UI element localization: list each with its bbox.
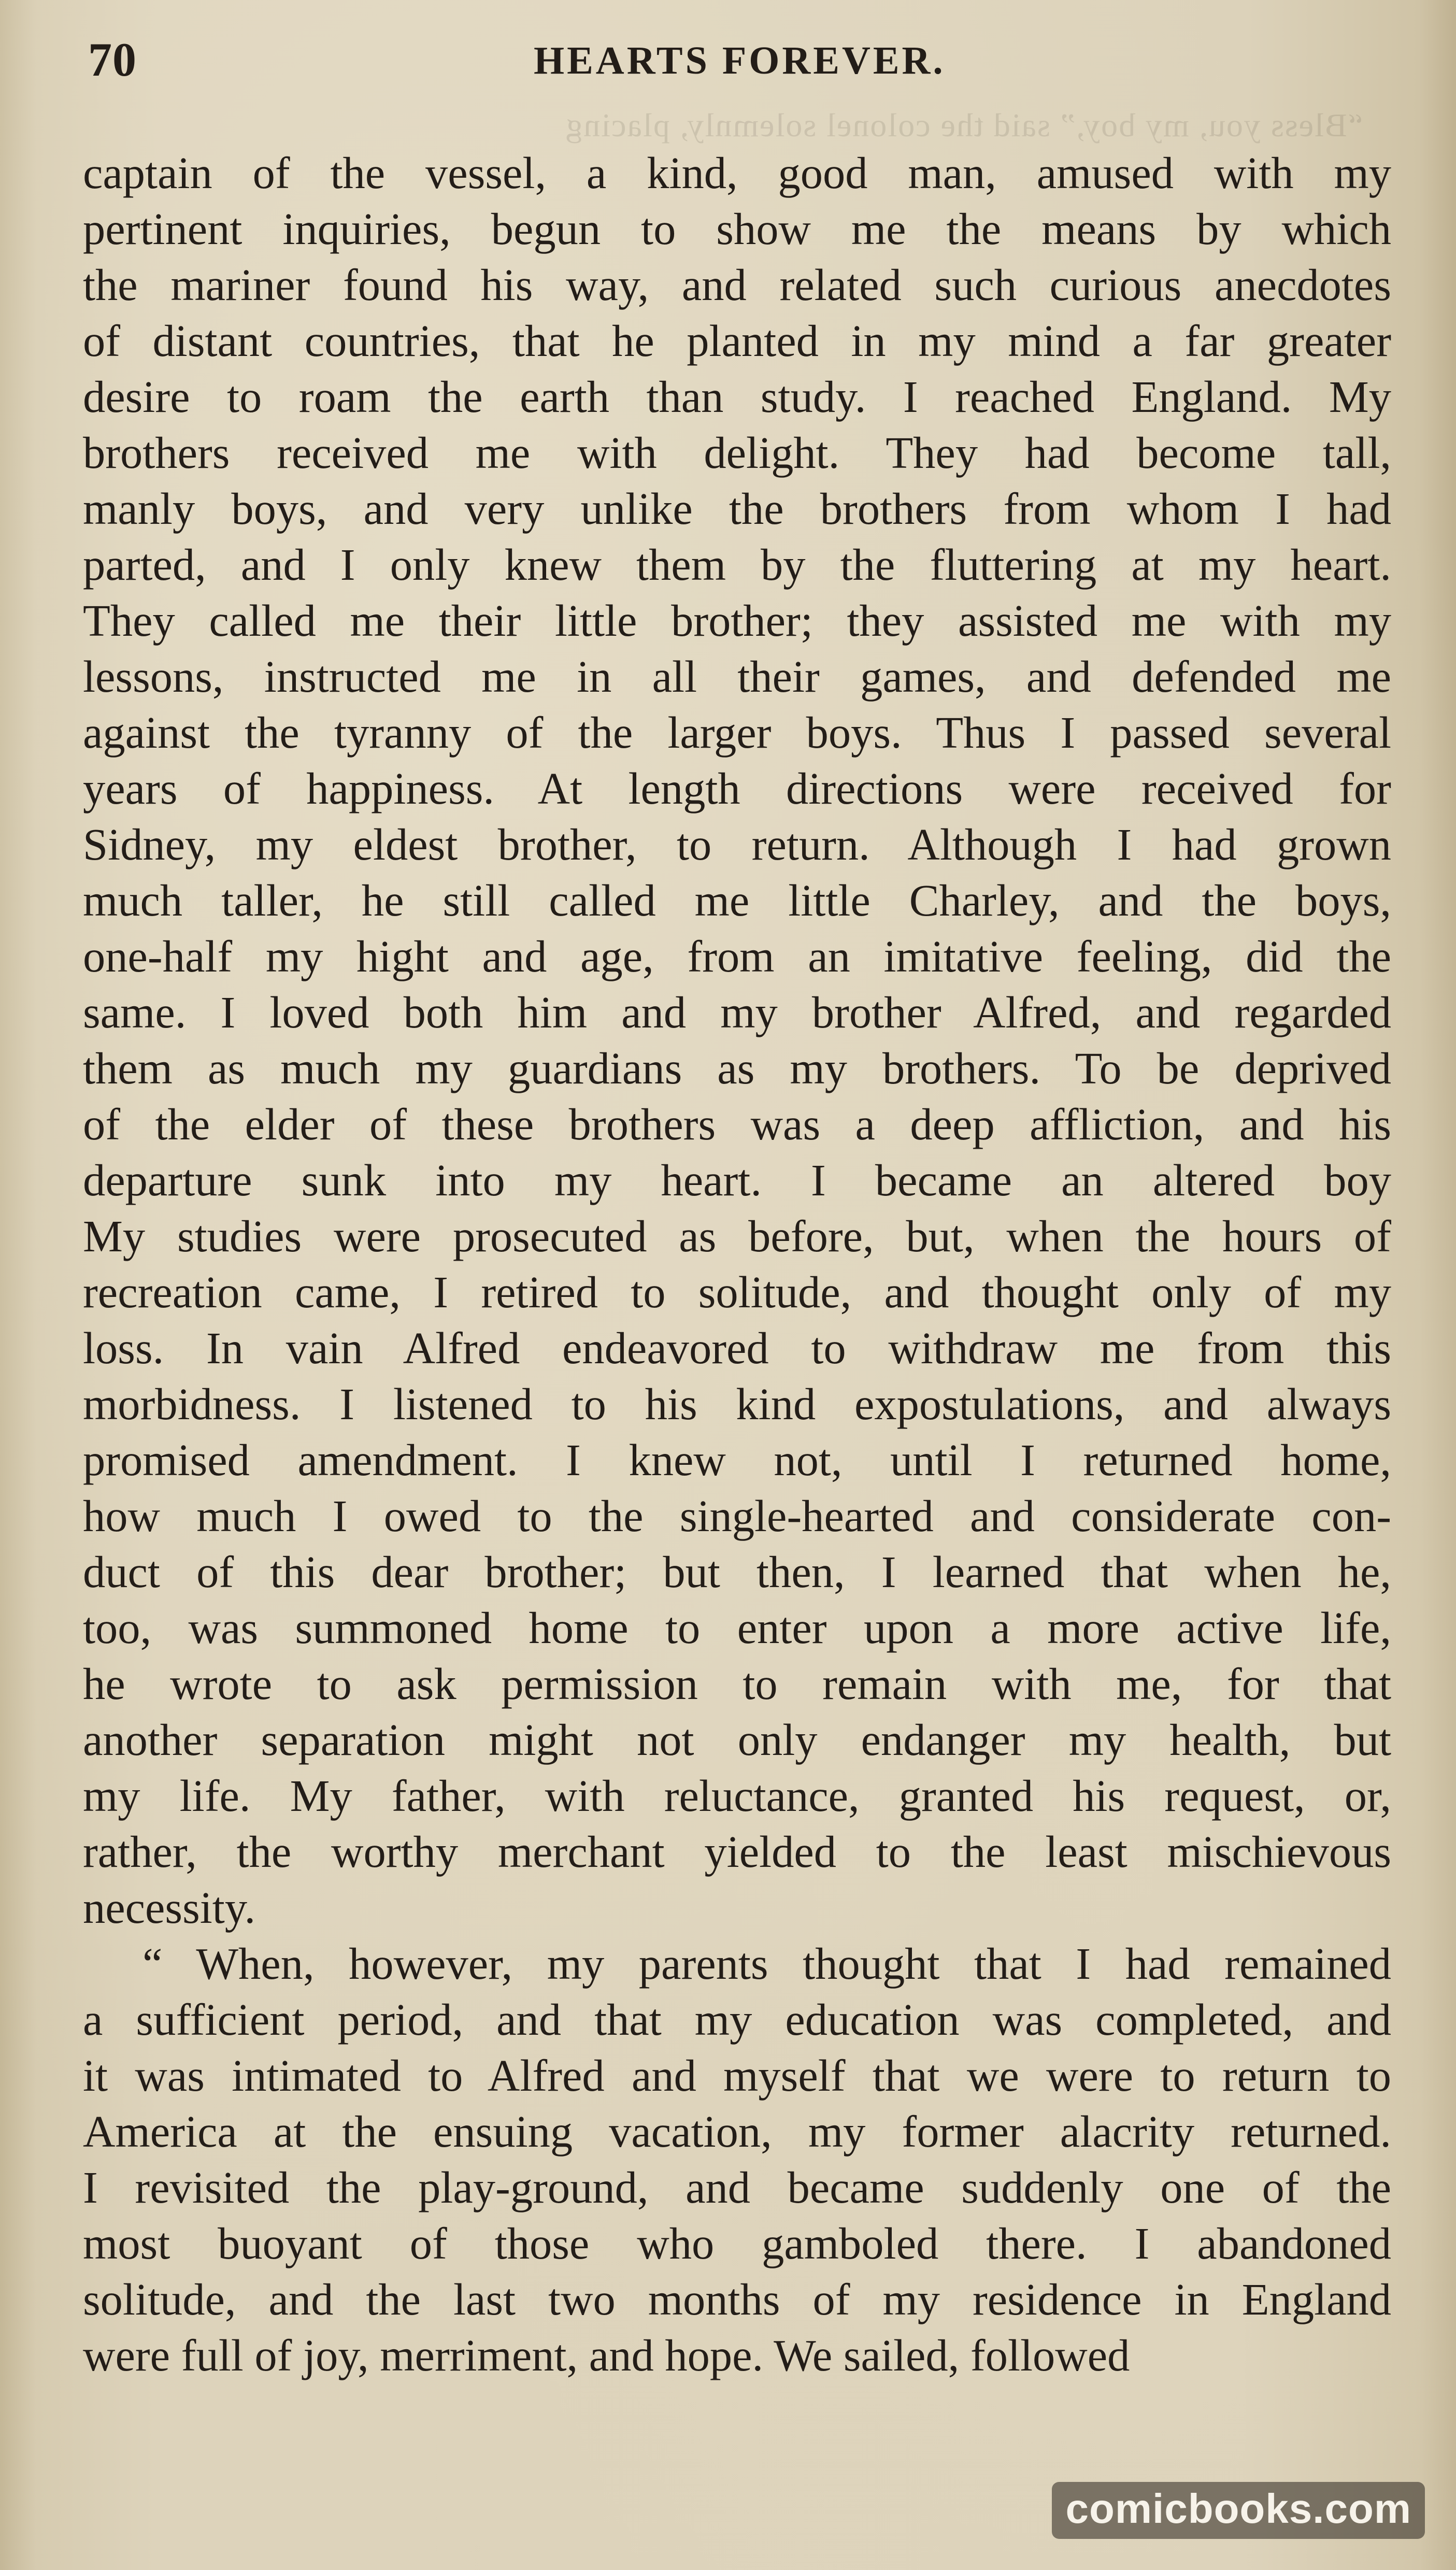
text-line: were full of joy, merriment, and hope. We sailed, followed [83, 2331, 1130, 2380]
text-line: I revisited the play-ground, and became suddenly one of the [83, 2163, 1391, 2212]
text-line: my life. My father, with reluctance, granted his request, or, [83, 1771, 1391, 1821]
paragraph [83, 145, 1391, 1936]
page-header [88, 32, 1383, 94]
text-line: loss. In vain Alfred endeavored to withdraw me from this [83, 1323, 1391, 1373]
page-number: 70 [88, 33, 137, 86]
text-line: manly boys, and very unlike the brothers from whom I had [83, 484, 1391, 534]
text-line: promised amendment. I knew not, until I returned home, [83, 1435, 1391, 1485]
text-line: pertinent inquiries, begun to show me the means by which [83, 204, 1391, 254]
text-line: recreation came, I retired to solitude, and thought only of my [83, 1267, 1391, 1317]
body-text [83, 145, 1391, 2383]
text-line: morbidness. I listened to his kind expostulations, and always [83, 1379, 1391, 1429]
text-line: captain of the vessel, a kind, good man, amused with my [83, 148, 1391, 198]
text-line: one-half my hight and age, from an imitative feeling, did the [83, 932, 1391, 981]
text-line: of the elder of these brothers was a deep affliction, and his [83, 1100, 1391, 1149]
text-line: They called me their little brother; they assisted me with my [83, 596, 1391, 646]
text-line: them as much my guardians as my brothers. To be deprived [83, 1044, 1391, 1093]
show-through-text: “Bless you, my boy,” said the colonel solemnly, placing [565, 107, 1363, 144]
text-line: years of happiness. At length directions were received for [83, 764, 1391, 813]
text-line: parted, and I only knew them by the fluttering at my heart. [83, 540, 1391, 590]
text-line: lessons, instructed me in all their games, and defended me [83, 652, 1391, 702]
running-head: HEARTS FOREVER. [534, 39, 946, 82]
watermark: comicbooks.com [1052, 2482, 1425, 2539]
text-line: another separation might not only endanger my health, but [83, 1715, 1391, 1765]
text-line: too, was summoned home to enter upon a more active life, [83, 1603, 1391, 1653]
text-line: rather, the worthy merchant yielded to the least mischievous [83, 1827, 1391, 1877]
text-line: My studies were prosecuted as before, but, when the hours of [83, 1211, 1391, 1261]
text-line: most buoyant of those who gamboled there. I abandoned [83, 2219, 1391, 2268]
text-line: Sidney, my eldest brother, to return. Although I had grown [83, 820, 1391, 869]
text-line: America at the ensuing vacation, my former alacrity returned. [83, 2107, 1391, 2157]
text-line: same. I loved both him and my brother Alfred, and regarded [83, 988, 1391, 1037]
text-line: he wrote to ask permission to remain with me, for that [83, 1659, 1391, 1709]
text-line: against the tyranny of the larger boys. Thus I passed several [83, 708, 1391, 758]
text-line: of distant countries, that he planted in my mind a far greater [83, 316, 1391, 366]
paragraph [83, 1936, 1391, 2383]
text-line: it was intimated to Alfred and myself that we were to return to [83, 2051, 1391, 2101]
text-line: “ When, however, my parents thought that I had remained [142, 1939, 1391, 1989]
text-line: much taller, he still called me little Charley, and the boys, [83, 876, 1391, 925]
text-line: duct of this dear brother; but then, I learned that when he, [83, 1547, 1391, 1597]
text-line: the mariner found his way, and related such curious anecdotes [83, 260, 1391, 310]
text-line: how much I owed to the single-hearted and considerate con- [83, 1491, 1391, 1541]
text-line: a sufficient period, and that my education was completed, and [83, 1995, 1391, 2045]
text-line: brothers received me with delight. They had become tall, [83, 428, 1391, 478]
text-line: departure sunk into my heart. I became an altered boy [83, 1155, 1391, 1205]
text-line: desire to roam the earth than study. I reached England. My [83, 372, 1391, 422]
text-line: necessity. [83, 1883, 256, 1933]
text-line: solitude, and the last two months of my residence in England [83, 2275, 1391, 2324]
